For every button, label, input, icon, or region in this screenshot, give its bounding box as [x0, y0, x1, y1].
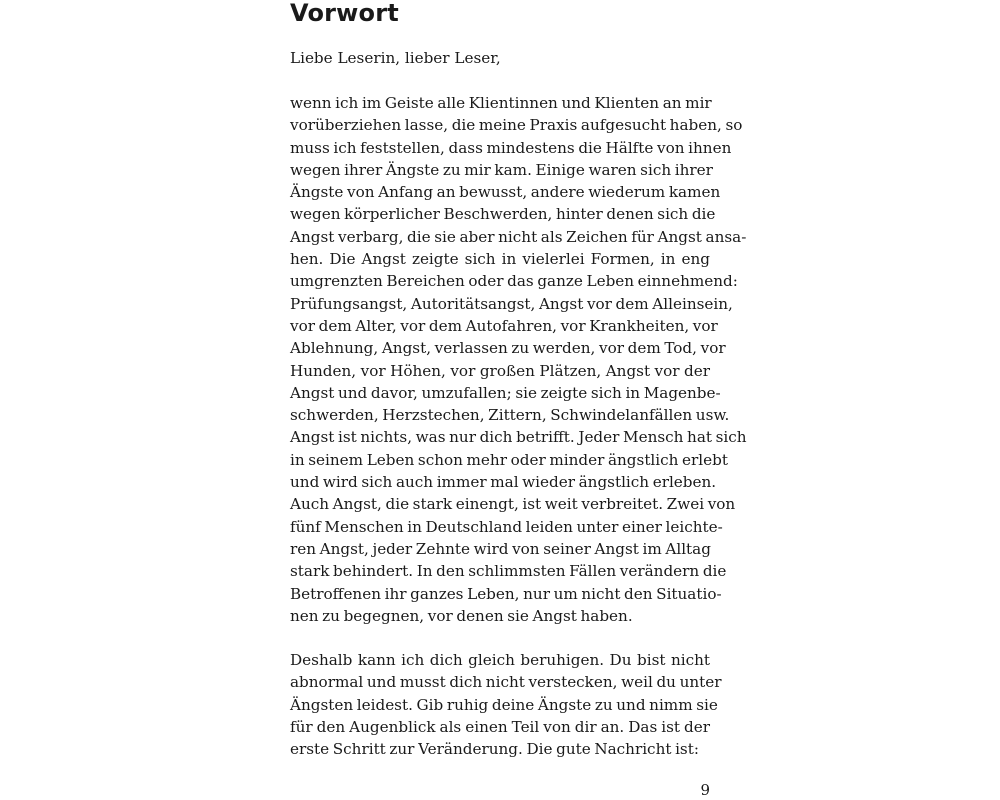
text-line: schwerden, Herzstechen, Zittern, Schwindelanfällen usw.	[290, 406, 730, 425]
text-line: stark behindert. In den schlimmsten Fällen verändern die	[290, 562, 727, 581]
paragraph-1	[290, 92, 747, 627]
text-line: vor dem Alter, vor dem Autofahren, vor Krankheiten, vor	[290, 316, 718, 335]
text-line: Angst und davor, umzufallen; sie zeigte sich in Magenbe-	[290, 383, 721, 402]
salutation: Liebe Leserin, lieber Leser,	[290, 49, 501, 67]
text-line: Ängste von Anfang an bewusst, andere wiederum kamen	[290, 183, 721, 202]
text-line: Angst verbarg, die sie aber nicht als Zeichen für Angst ansa-	[290, 227, 747, 246]
text-line: vorüberziehen lasse, die meine Praxis aufgesucht haben, so	[290, 116, 743, 135]
text-line: Deshalb kann ich dich gleich beruhigen. Du bist nicht	[290, 651, 710, 669]
text-line: Auch Angst, die stark einengt, ist weit verbreitet. Zwei von	[290, 495, 736, 514]
text-line: hen. Die Angst zeigte sich in vielerlei Formen, in eng	[290, 250, 710, 269]
text-line: in seinem Leben schon mehr oder minder ängstlich erlebt	[290, 450, 728, 469]
text-line: wegen körperlicher Beschwerden, hinter denen sich die	[290, 205, 716, 224]
text-line: und wird sich auch immer mal wieder ängstlich erleben.	[290, 473, 717, 492]
text-line: erste Schritt zur Veränderung. Die gute Nachricht ist:	[290, 740, 699, 759]
text-line: wegen ihrer Ängste zu mir kam. Einige waren sich ihrer	[290, 160, 713, 179]
paragraph-2	[290, 649, 722, 760]
text-line: Ängsten leidest. Gib ruhig deine Ängste zu und nimm sie	[290, 695, 718, 714]
text-line: Betroffenen ihr ganzes Leben, nur um nicht den Situatio-	[290, 584, 722, 603]
text-line: ren Angst, jeder Zehnte wird von seiner Angst im Alltag	[290, 539, 711, 558]
text-line: Angst ist nichts, was nur dich betrifft. Jeder Mensch hat sich	[290, 428, 747, 447]
chapter-heading: Vorwort	[290, 0, 399, 27]
text-line: für den Augenblick als einen Teil von dir an. Das ist der	[290, 717, 710, 736]
text-line: fünf Menschen in Deutschland leiden unter einer leichte-	[290, 517, 723, 536]
text-line: abnormal und musst dich nicht verstecken, weil du unter	[290, 673, 722, 692]
page-number: 9	[700, 781, 710, 799]
text-line: wenn ich im Geiste alle Klientinnen und Klienten an mir	[290, 94, 712, 112]
text-line: nen zu begegnen, vor denen sie Angst haben.	[290, 606, 633, 625]
text-line: Prüfungsangst, Autoritätsangst, Angst vor dem Alleinsein,	[290, 294, 733, 313]
text-line: umgrenzten Bereichen oder das ganze Leben einnehmend:	[290, 272, 738, 291]
text-line: Hunden, vor Höhen, vor großen Plätzen, Angst vor der	[290, 361, 710, 380]
text-line: muss ich feststellen, dass mindestens die Hälfte von ihnen	[290, 138, 732, 157]
text-line: Ablehnung, Angst, verlassen zu werden, vor dem Tod, vor	[290, 339, 726, 358]
